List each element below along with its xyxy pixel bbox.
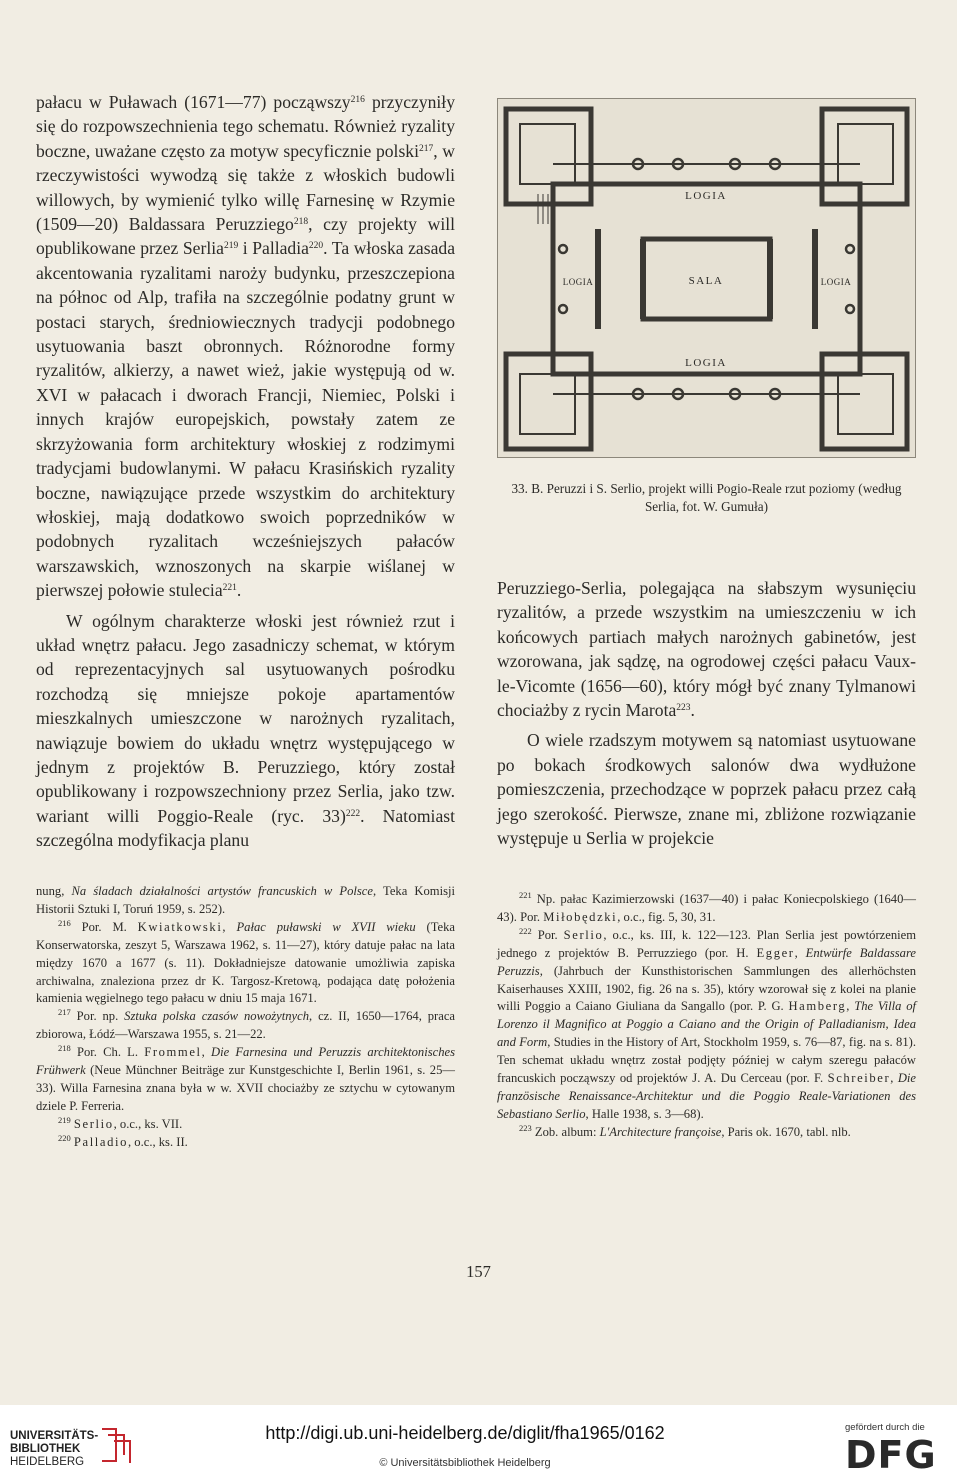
footnote-220: $^{220}$ Palladio, o.c., ks. II. — [58, 1132, 188, 1149]
left-paragraph-1: pałacu w Puławach (1671—77) począwszy$^{216}$ przyczyniły się do rozpowszechnienia tego schematu. Również ryzality boczne, uważane często za motyw specyficznie polski$^{217}$, w rzeczywistości wywodzą się także z włoskich budowli willowych, by wymienić tylko willę Farnesinę w Rzymie (1509—20) Baldassara Peruzziego$^{218}$, czy projekty will opublikowane przez Serlia$^{219}$ i Palladia$^{220}$. Ta włoska zasada akcentowania ryzalitami naroży budynku, przeszczepiona na północ od Alp, trafiła na szczególnie podatny grunt w postaci starych, średniowiecznych tradycji podobnego usytuowania baszt obronnych. Różnorodne formy ryzalitów, alkierzy, a nawet wież, jakie występują od w. XVI w pałacach i dworach Francji, Niemiec, Polski i innych krajów europejskich, powstały zatem ze skrzyżowania form architektury włoskiej z rodzimymi tradycjami budowlanymi. W pałacu Krasińskich ryzality boczne, nawiązujące przede wszystkim do architektury włoskiej, mają dodatkowo swoich poprzedników w podobnych ryzalitach wcześniejszych pałaców warszawskich, wznoszonych na skarpie wiślanej w pierwszej połowie stulecia$^{221}$. — [36, 92, 455, 601]
footnote-221: $^{221}$ Np. pałac Kazimierzowski (1637—40) i pałac Koniecpolskiego (1640—43). Por. Miłobędzki, o.c., fig. 5, 30, 31. — [497, 890, 916, 924]
footnotes-left — [36, 883, 455, 1152]
footnote-222: $^{222}$ Por. Serlio, o.c., ks. III, k. 122—123. Plan Serlia jest powtórzeniem jednego z projektów B. Perruzziego (por. H. Egger, Entwürfe Baldassare Peruzzis, (Jahrbuch der Kunsthistorischen Sammlungen des allerhöchsten Kaiserhauses XXIII, 1902, fig. 26 na s. 35), który wzorował się z kolei na planie willi Poggio a Caiano Giuliana da Sangallo (por. P. G. Hamberg, The Villa of Lorenzo il Magnifico at Poggio a Caiano and the Origin of Palladianism, Idea and Form, Studies in the History of Art, Stockholm 1959, s. 76—87, fig. na s. 81). Ten schemat układu wnętrz został podjęty później w całym szeregu pałaców francuskich począwszy od projektów J. A. Du Cerceau (por. F. Schreiber, Die französische Renaissance-Architektur und die Poggio Reale-Variationen des Sebastiano Serlio, Halle 1938, s. 3—68). — [497, 925, 917, 1121]
footnote-ref[interactable]: 216 — [350, 95, 365, 105]
footnote-217: $^{217}$ Por. np. Sztuka polska czasów nowożytnych, cz. II, 1650—1764, praca zbiorowa, Łódź—Warszawa 1955, s. 21—22. — [36, 1007, 456, 1042]
label-logia-bottom: LOGIA — [685, 357, 727, 369]
label-logia-right: LOGIA — [820, 277, 852, 287]
left-column-text — [36, 90, 455, 853]
footnote-ref[interactable]: 217 — [418, 143, 434, 154]
label-logia-top: LOGIA — [685, 190, 727, 202]
digi-url-link[interactable]: http://digi.ub.uni-heidelberg.de/diglit/fha1965/0162 — [265, 1423, 665, 1443]
footer-bar — [0, 1405, 957, 1482]
page-number: 157 — [466, 1262, 491, 1281]
label-logia-left: LOGIA — [562, 277, 594, 287]
ub-logo[interactable]: UNIVERSITÄTS- BIBLIOTHEK HEIDELBERG — [10, 1430, 99, 1468]
dfg-label: gefördert durch die — [845, 1422, 925, 1433]
footnote-ref[interactable]: 220 — [308, 241, 324, 252]
footnote-218: $^{218}$ Por. Ch. L. Frommel, Die Farnesina und Peruzzis architektonisches Frühwerk (Neue Münchner Beiträge zur Kunstgeschichte I, Berlin 1961, s. 25—33). Willa Farnesina znana była w w. XVII chociażby ze sztychu w cytowanym dziele P. Ferreria. — [36, 1043, 455, 1113]
floor-plan-figure — [497, 98, 916, 458]
floor-plan-drawing — [498, 99, 915, 457]
footnote-ref[interactable]: 219 — [223, 241, 239, 252]
right-column-text — [497, 576, 916, 850]
footnote-ref[interactable]: 223 — [676, 703, 691, 714]
right-paragraph-2: O wiele rzadszym motywem są natomiast usytuowane po bokach środkowych salonów dwa wydłużone pomieszczenia, przechodzące w poprzek pałacu przez całą jego szerokość. Pierwsze, znane mi, zbliżone rozwiązanie występuje u Serlia w projekcie — [497, 730, 916, 849]
footnote-219: $^{219}$ Serlio, o.c., ks. VII. — [58, 1114, 183, 1131]
footnote-ref[interactable]: 221 — [222, 583, 237, 594]
figure-caption: 33. B. Peruzzi i S. Serlio, projekt willi Pogio-Reale rzut poziomy (według Serlia, fot. W. Gumuła) — [511, 481, 902, 514]
left-paragraph-2: W ogólnym charakterze włoski jest również rzut i układ wnętrz pałacu. Jego zasadniczy schemat, w którym od reprezentacyjnych sal usytuowanych pośrodku rozchodzą się mniejsze pokoje apartamentów mieszkalnych umieszczone w narożnych ryzalitach, nawiązuje bowiem do układu wnętrz występującego w jednym z projektów B. Peruzziego, który został opublikowany i rozpowszechniony przez Serlia, jako tzw. wariant willi Poggio-Reale (ryc. 33)$^{222}$. Natomiast szczególna modyfikacja planu — [36, 610, 455, 851]
footnotes-right — [497, 891, 916, 1142]
ub-logo-mark-icon — [98, 1425, 134, 1465]
footnote-continuation: nung, Na śladach działalności artystów francuskich w Polsce, Teka Komisji Historii Sztuki I, Toruń 1959, s. 252). — [36, 884, 456, 916]
footnote-223: $^{223}$ Zob. album: L'Architecture françoise, Paris ok. 1670, tabl. nlb. — [519, 1122, 851, 1139]
copyright-notice: © Universitätsbibliothek Heidelberg — [379, 1457, 551, 1469]
footnote-ref[interactable]: 222 — [345, 808, 361, 819]
right-paragraph-1: Peruzziego-Serlia, polegająca na słabszym wysunięciu ryzalitów, a przede wszystkim na umieszczeniu w ich końcowych partiach małych narożnych gabinetów, jest wzorowana, jak sądzę, na ogrodowej części pałacu Vaux-le-Vicomte (1656—60), który mógł być znany Tylmanowi chociażby z rycin Marota$^{223}$. — [497, 578, 916, 721]
label-sala: SALA — [688, 275, 724, 287]
footnote-216: $^{216}$ Por. M. Kwiatkowski, Pałac puławski w XVII wieku (Teka Konserwatorska, zeszyt 5, Warszawa 1962, s. 11—27), który datuje pałac na lata między 1670 a 1677 (s. 11). Dokładniejsze datowanie umożliwia zapiska archiwalna, znaleziona przez dr K. Targosz-Kretową, podająca datę położenia kamienia węgielnego tego pałacu w dniu 15 maja 1671. — [36, 917, 455, 1006]
footnote-ref[interactable]: 218 — [293, 217, 309, 228]
dfg-logo[interactable]: DFG — [845, 1433, 937, 1477]
